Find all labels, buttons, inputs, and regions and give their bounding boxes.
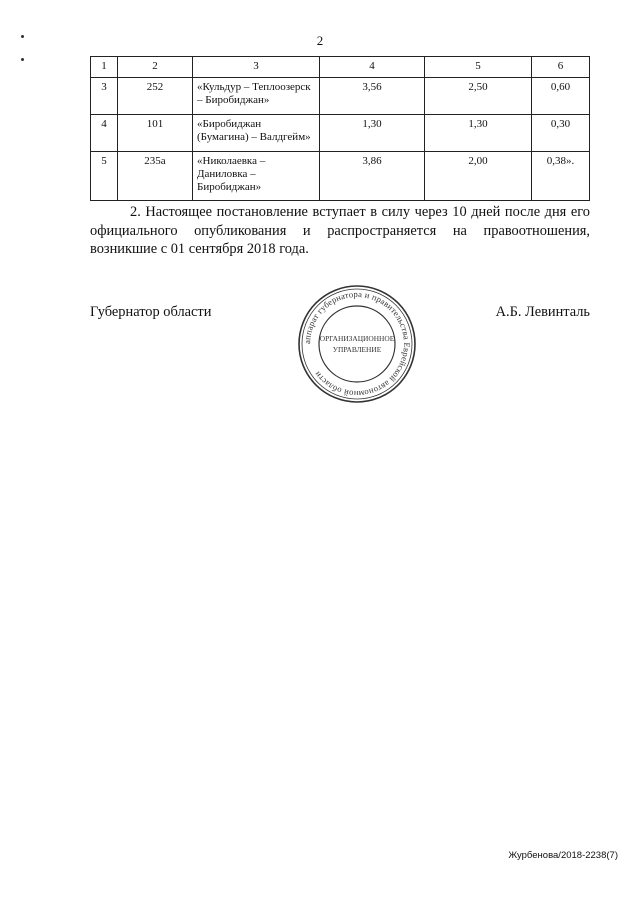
value-cell-col5: 2,50 [425, 78, 532, 115]
table-header-cell: 4 [320, 57, 425, 78]
row-number-cell: 5 [91, 152, 118, 201]
routes-table [90, 56, 590, 201]
route-number-cell: 101 [118, 115, 193, 152]
value-cell-col5: 2,00 [425, 152, 532, 201]
page-number: 2 [316, 33, 324, 48]
route-name-cell [193, 115, 320, 152]
table-header-cell: 5 [425, 57, 532, 78]
signatory-title: Губернатор области [90, 304, 212, 320]
route-name-line: «Кульдур – Теплоозерск [197, 81, 311, 93]
table-row [91, 78, 590, 115]
document-reference-code: Журбенова/2018-2238(7) [508, 850, 618, 861]
table-row [91, 115, 590, 152]
route-name-cell [193, 78, 320, 115]
route-number-cell: 252 [118, 78, 193, 115]
value-cell-col5: 1,30 [425, 115, 532, 152]
table-header-cell: 1 [91, 57, 118, 78]
row-number-cell: 4 [91, 115, 118, 152]
stamp-outer-text: аппарат губернатора и правительства Еврейской автономной области [301, 288, 413, 400]
official-seal-stamp [296, 283, 418, 405]
table-row [91, 152, 590, 201]
value-cell-col4: 1,30 [320, 115, 425, 152]
value-cell-col6: 0,60 [532, 78, 590, 115]
stamp-center-line: ОРГАНИЗАЦИОННОЕ [319, 334, 395, 343]
route-name-line: «Биробиджан [197, 118, 262, 130]
stamp-center-line: УПРАВЛЕНИЕ [332, 345, 382, 354]
table-header-cell: 6 [532, 57, 590, 78]
route-name-cell [193, 152, 320, 201]
route-name-line: – Биробиджан» [197, 94, 270, 106]
value-cell-col6: 0,30 [532, 115, 590, 152]
row-number-cell: 3 [91, 78, 118, 115]
signatory-name: А.Б. Левинталь [495, 304, 590, 320]
route-name-line: Даниловка – [197, 168, 256, 180]
value-cell-col6: 0,38». [532, 152, 590, 201]
table-header-cell: 2 [118, 57, 193, 78]
route-name-line: «Николаевка – [197, 155, 266, 167]
value-cell-col4: 3,56 [320, 78, 425, 115]
route-name-line: (Бумагина) – Валдгейм» [197, 131, 311, 143]
scan-dot [21, 58, 24, 61]
route-number-cell: 235а [118, 152, 193, 201]
route-name-line: Биробиджан» [197, 181, 262, 193]
scan-dot [21, 35, 24, 38]
table-header-cell: 3 [193, 57, 320, 78]
value-cell-col4: 3,86 [320, 152, 425, 201]
table-header-row [91, 57, 590, 78]
effective-date-paragraph: 2. Настоящее постановление вступает в силу через 10 дней после дня его официального опубликования и распространяется на правоотношения, возникшие с 01 сентября 2018 года. [90, 204, 590, 257]
